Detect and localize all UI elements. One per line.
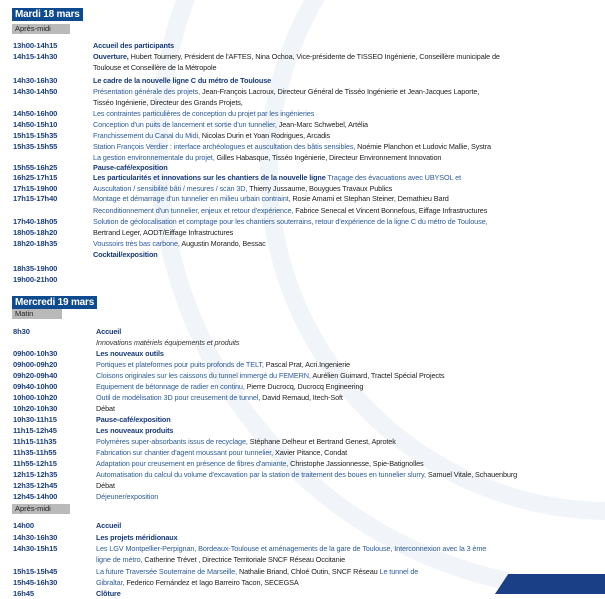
session-content [93, 108, 598, 119]
session-content [93, 97, 598, 108]
session-time: 17h40-18h05 [13, 217, 58, 226]
period-label: Matin [12, 309, 62, 319]
schedule-row [0, 62, 605, 73]
speaker-info: Christophe Jassionnesse, Spie-Batignolles [288, 459, 424, 468]
session-title: Ouverture, [93, 52, 129, 61]
schedule-row [0, 381, 605, 392]
schedule-row [0, 491, 605, 502]
talk-title: Portiques et plateformes pour puits profonds de TELT, [96, 360, 264, 369]
session-time: 14h30-16h30 [13, 533, 58, 542]
session-content [93, 141, 598, 152]
schedule-row [0, 392, 605, 403]
talk-title: Les contraintes particulières de conception du projet par les ingénieries [93, 109, 315, 118]
session-time: 14h50-15h10 [13, 120, 58, 129]
schedule-row [0, 216, 605, 227]
talk-title: La gestion environnementale du projet, [93, 153, 215, 162]
speaker-info: Pierre Ducrocq, Ducrocq Engineering [244, 382, 364, 391]
talk-title: Déjeuner/exposition [96, 492, 159, 501]
corner-decoration [495, 574, 605, 594]
speaker-info: Nicolas Durin et Yoan Rodrigues, Arcadis [199, 131, 331, 140]
speaker-info: Fabrice Senecal et Vincent Bonnefous, Eiffage Infrastructures [293, 206, 488, 215]
talk-title: Fabrication sur chantier d'agent moussant pour tunnelier, [96, 448, 274, 457]
session-time: 13h00-14h15 [13, 41, 58, 50]
speaker-info: Xavier Pitance, Condat [273, 448, 347, 457]
session-time: 10h00-10h20 [13, 393, 58, 402]
session-content [96, 554, 598, 565]
schedule-row [0, 119, 605, 130]
schedule-row [0, 543, 605, 554]
session-content [96, 532, 598, 543]
schedule-row [0, 337, 605, 348]
schedule-row [0, 130, 605, 141]
session-content [93, 205, 598, 216]
session-content [96, 359, 598, 370]
speaker-info: Toulouse et Conseillère de la Métropole [93, 63, 217, 72]
session-content [96, 480, 598, 491]
session-title: Pause-café/exposition [96, 415, 171, 424]
speaker-info: Jean-Marc Schwebel, Artélia [276, 120, 368, 129]
schedule-row [0, 414, 605, 425]
session-content [96, 337, 598, 348]
talk-title: Reconditionnement d'un tunnelier, enjeux et retour d'expérience, [93, 206, 294, 215]
session-time: 12h45-14h00 [13, 492, 58, 501]
session-time: 11h15-12h45 [13, 426, 57, 435]
day-header: Mercredi 19 mars [12, 296, 97, 309]
session-time: 15h35-15h55 [13, 142, 58, 151]
session-content [93, 172, 598, 183]
schedule-row [0, 205, 605, 216]
session-time: 14h00 [13, 521, 34, 530]
session-content [93, 249, 598, 260]
session-content [96, 458, 598, 469]
session-time: 14h30-16h30 [13, 76, 58, 85]
schedule-row [0, 370, 605, 381]
session-time: 15h45-16h30 [13, 578, 58, 587]
session-content [96, 543, 598, 554]
speaker-info: Stéphane Delheur et Bertrand Genest, Aprotek [247, 437, 396, 446]
session-time: 18h35-19h00 [13, 264, 58, 273]
speaker-info: Nathalie Briand, Chloé Outin, SNCF Réseau [237, 567, 378, 576]
session-content [96, 392, 598, 403]
schedule-row [0, 359, 605, 370]
speaker-info: Tisséo Ingénierie, Directeur des Grands Projets, [93, 98, 243, 107]
session-title: Accueil [96, 521, 122, 530]
session-time: 11h35-11h55 [13, 448, 57, 457]
session-time: 15h55-16h25 [13, 163, 58, 172]
speaker-info: Débat [96, 404, 115, 413]
session-time: 16h25-17h15 [13, 173, 58, 182]
speaker-info: Augustin Morando, Bessac [179, 239, 266, 248]
session-content [96, 447, 598, 458]
schedule-row [0, 227, 605, 238]
session-content [96, 381, 598, 392]
session-time: 09h00-10h30 [13, 349, 58, 358]
schedule-row [0, 172, 605, 183]
period-label: Après-midi [12, 504, 70, 514]
schedule-row [0, 520, 605, 531]
talk-title: Auscultation / sensibilité bâti / mesures / scan 3D, [93, 184, 248, 193]
session-time: 19h00-21h00 [13, 275, 58, 284]
speaker-info: Hubert Tournery, Président de l'AFTES, Nina Ochoa, Vice-présidente de TISSEO Ingénierie, Conseillère municipale de [128, 52, 500, 61]
talk-title: Montage et démarrage d'un tunnelier en milieu urbain contraint, [93, 194, 291, 203]
speaker-info: Samuel Vitale, Schauenburg [425, 470, 518, 479]
session-title: Clôture [96, 589, 121, 598]
talk-title: Automatisation du calcul du volume d'excavation par la station de traitement des boues en tunnelier slurry, [96, 470, 426, 479]
talk-title: Cloisons originales sur les caissons du tunnel immergé du FEMERN, [96, 371, 311, 380]
session-content [96, 491, 598, 502]
session-time: 12h35-12h45 [13, 481, 58, 490]
speaker-info: Noémie Planchon et Ludovic Mallie, Systra [355, 142, 491, 151]
talk-title: Equipement de bétonnage de radier en continu, [96, 382, 245, 391]
session-time: 09h40-10h00 [13, 382, 58, 391]
session-content [93, 193, 598, 204]
session-content [96, 425, 598, 436]
schedule-row [0, 425, 605, 436]
session-content [96, 348, 598, 359]
speaker-info: Aurélien Guimard, Tractel Spécial Projects [310, 371, 445, 380]
schedule-row [0, 86, 605, 97]
session-title: Pause-café/exposition [93, 163, 168, 172]
talk-title: ligne de métro, [96, 555, 143, 564]
talk-title: Les LGV Montpellier-Perpignan, Bordeaux-Toulouse et aménagements de la gare de Toulouse, Interconnexion avec la 3 ème [96, 544, 487, 553]
schedule-row [0, 348, 605, 359]
session-time: 16h45 [13, 589, 34, 598]
schedule-row [0, 40, 605, 51]
session-content [93, 40, 598, 51]
session-title: Les particularités et innovations sur les chantiers de la nouvelle ligne [93, 173, 326, 182]
speaker-info: Jean-François Lacroux, Directeur Général de Tisséo Ingénierie et Jean-Jacques Laporte, [200, 87, 480, 96]
session-content [93, 51, 598, 62]
talk-title: Traçage des évacuations avec UBYSOL et [325, 173, 462, 182]
session-time: 09h00-09h20 [13, 360, 58, 369]
session-content [93, 238, 598, 249]
session-content [93, 227, 598, 238]
session-title: Les nouveaux produits [96, 426, 174, 435]
session-title: Le cadre de la nouvelle ligne C du métro de Toulouse [93, 76, 272, 85]
session-content [96, 403, 598, 414]
schedule-row [0, 447, 605, 458]
session-time: 15h15-15h35 [13, 131, 58, 140]
session-time: 09h20-09h40 [13, 371, 58, 380]
schedule-row [0, 238, 605, 249]
schedule-row [0, 532, 605, 543]
session-title: Accueil des participants [93, 41, 175, 50]
session-time: 14h30-14h50 [13, 87, 58, 96]
schedule-row [0, 75, 605, 86]
speaker-info: Gilles Habasque, Tisséo Ingénierie, Directeur Environnement Innovation [214, 153, 442, 162]
session-time: 17h15-19h00 [13, 184, 58, 193]
schedule-row [0, 403, 605, 414]
session-content [96, 414, 598, 425]
session-time: 10h20-10h30 [13, 404, 58, 413]
talk-title: Voussoirs très bas carbone, [93, 239, 180, 248]
session-time: 15h15-15h45 [13, 567, 58, 576]
session-content [96, 436, 598, 447]
session-content [96, 326, 598, 337]
day-header: Mardi 18 mars [12, 8, 83, 21]
session-content [96, 469, 598, 480]
speaker-info: Thierry Jussaume, Bouygues Travaux Publics [247, 184, 393, 193]
schedule-row [0, 480, 605, 491]
session-subtitle: Innovations matériels équipements et produits [96, 338, 240, 347]
schedule-row [0, 141, 605, 152]
schedule-row [0, 108, 605, 119]
talk-title: Polymères super-absorbants issus de recyclage, [96, 437, 248, 446]
schedule-row [0, 469, 605, 480]
talk-title: La future Traversée Souterraine de Marseille, [96, 567, 238, 576]
speaker-info: Catherine Trévet , Directrice Territoriale SNCF Réseau Occitanie [142, 555, 346, 564]
session-content [93, 75, 598, 86]
schedule-row [0, 554, 605, 565]
session-content [93, 86, 598, 97]
session-time: 10h30-11h15 [13, 415, 57, 424]
talk-title: Gibraltar, [96, 578, 125, 587]
session-time: 18h05-18h20 [13, 228, 58, 237]
session-time: 14h15-14h30 [13, 52, 58, 61]
schedule-row [0, 458, 605, 469]
schedule-row [0, 263, 605, 274]
session-content [96, 370, 598, 381]
session-content [93, 62, 598, 73]
session-time: 17h15-17h40 [13, 194, 58, 203]
schedule-row [0, 249, 605, 260]
session-title: Accueil [96, 327, 122, 336]
schedule-row [0, 97, 605, 108]
speaker-info: David Remaud, Itech-Soft [260, 393, 343, 402]
session-title: Les projets méridionaux [96, 533, 178, 542]
speaker-info: Federico Fernández et Iago Barreiro Tacon, SECEGSA [124, 578, 299, 587]
talk-title: Présentation générale des projets, [93, 87, 201, 96]
session-time: 11h55-12h15 [13, 459, 57, 468]
talk-title: Conception d'un puits de lancement et sortie d'un tunnelier, [93, 120, 277, 129]
session-content [93, 216, 598, 227]
session-time: 8h30 [13, 327, 30, 336]
talk-title: Adaptation pour creusement en présence de fibres d'amiante, [96, 459, 289, 468]
session-title: Les nouveaux outils [96, 349, 164, 358]
period-label: Après-midi [12, 24, 70, 34]
schedule-row [0, 326, 605, 337]
speaker-info: Pascal Prat, Acri.Ingenierie [263, 360, 350, 369]
session-time: 11h15-11h35 [13, 437, 57, 446]
schedule-row [0, 51, 605, 62]
session-content [93, 119, 598, 130]
schedule-row [0, 436, 605, 447]
session-time: 14h50-16h00 [13, 109, 58, 118]
session-time: 12h15-12h35 [13, 470, 58, 479]
speaker-info: Débat [96, 481, 115, 490]
talk-title: Solution de géolocalisation et comptage pour les chantiers souterrains, retour d'expérience de la ligne C du métro de Toulouse, [93, 217, 488, 226]
talk-title: Station François Verdier : interface archéologues et auscultation des bâtis sensibles, [93, 142, 356, 151]
session-title: Cocktail/exposition [93, 250, 158, 259]
talk-title: Le tunnel de [377, 567, 419, 576]
talk-title: Franchissement du Canal du Midi, [93, 131, 200, 140]
session-time: 18h20-18h35 [13, 239, 58, 248]
speaker-info: Rosie Amami et Stephan Steiner, Demathieu Bard [290, 194, 449, 203]
session-time: 14h30-15h15 [13, 544, 58, 553]
schedule-row [0, 193, 605, 204]
session-content [96, 520, 598, 531]
speaker-info: Bertrand Leger, AODT/Eiffage Infrastructures [93, 228, 234, 237]
schedule-row [0, 274, 605, 285]
session-content [93, 130, 598, 141]
talk-title: Outil de modélisation 3D pour creusement de tunnel, [96, 393, 261, 402]
